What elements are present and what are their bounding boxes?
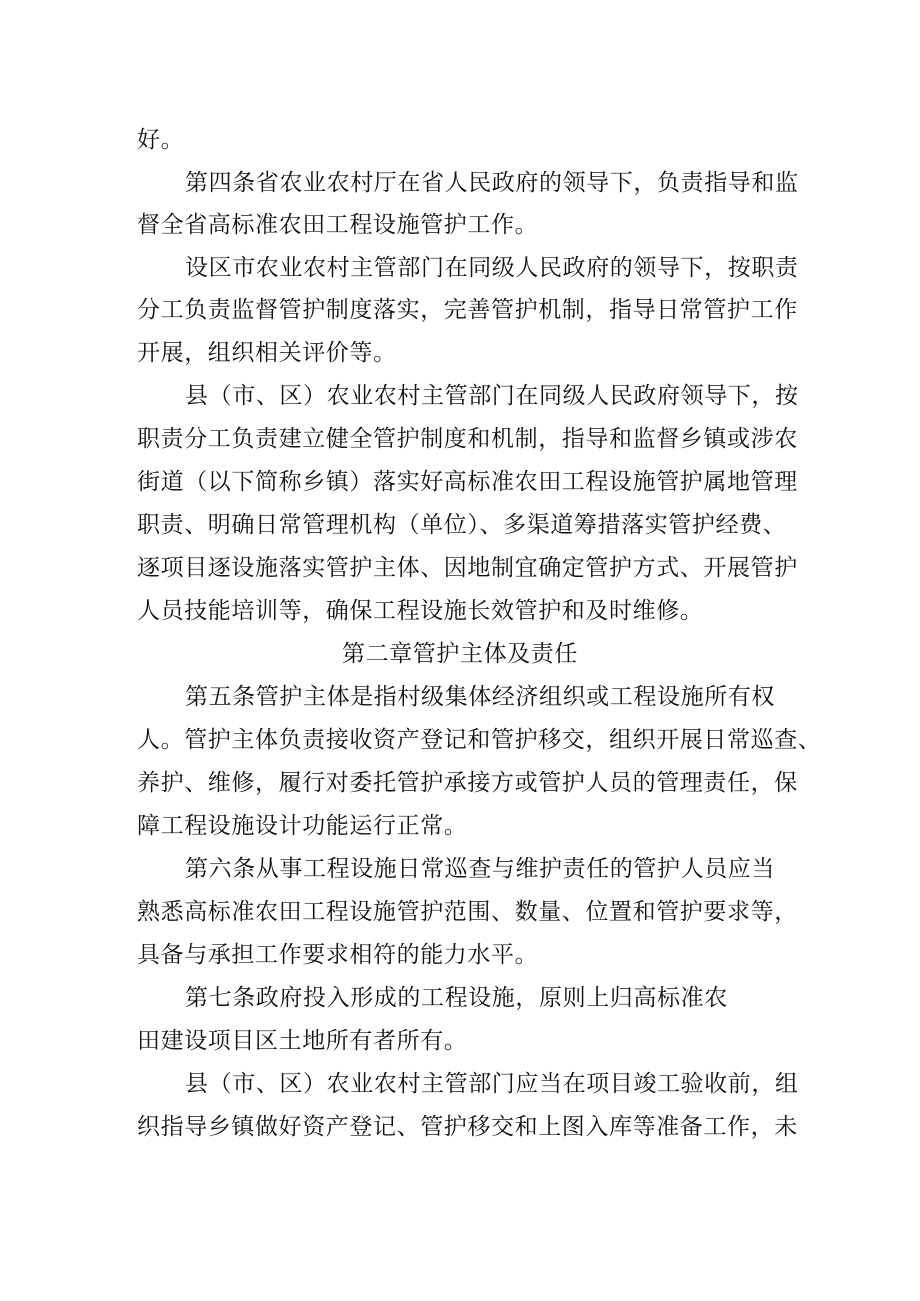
- paragraph-start-line: 县（市、区）农业农村主管部门应当在项目竣工验收前，组: [185, 1071, 799, 1097]
- text-line: 督全省高标准农田工程设施管护工作。: [137, 212, 539, 238]
- text-line: 街道（以下简称乡镇）落实好高标准农田工程设施管护属地管理: [137, 469, 798, 495]
- text-line: 田建设项目区土地所有者所有。: [137, 1028, 468, 1054]
- text-line: 职责分工负责建立健全管护制度和机制，指导和监督乡镇或涉农: [137, 426, 798, 452]
- text-line: 养护、维修，履行对委托管护承接方或管护人员的管理责任，保: [137, 770, 798, 796]
- text-line: 职责、明确日常管理机构（单位）、多渠道筹措落实管护经费、: [137, 512, 787, 538]
- text-line: 人。管护主体负责接收资产登记和管护移交，组织开展日常巡查、: [137, 727, 822, 753]
- chapter-heading: 第二章管护主体及责任: [342, 641, 578, 667]
- article-6-heading-line: 第六条从事工程设施日常巡查与维护责任的管护人员应当: [185, 856, 775, 882]
- text-line: 人员技能培训等，确保工程设施长效管护和及时维修。: [137, 598, 704, 624]
- paragraph-start-line: 县（市、区）农业农村主管部门在同级人民政府领导下，按: [185, 383, 799, 409]
- text-line: 逐项目逐设施落实管护主体、因地制宜确定管护方式、开展管护: [137, 555, 798, 581]
- paragraph-start-line: 设区市农业农村主管部门在同级人民政府的领导下，按职责: [185, 255, 799, 281]
- article-5-heading-line: 第五条管护主体是指村级集体经济组织或工程设施所有权: [185, 684, 775, 710]
- text-line: 好。: [137, 127, 185, 153]
- text-line: 织指导乡镇做好资产登记、管护移交和上图入库等准备工作，未: [137, 1114, 798, 1140]
- text-line: 障工程设施设计功能运行正常。: [137, 813, 468, 839]
- article-4-heading-line: 第四条省农业农村厅在省人民政府的领导下，负责指导和监: [185, 170, 799, 196]
- text-line: 开展，组织相关评价等。: [137, 340, 397, 366]
- text-line: 具备与承担工作要求相符的能力水平。: [137, 942, 539, 968]
- text-line: 分工负责监督管护制度落实，完善管护机制，指导日常管护工作: [137, 297, 798, 323]
- text-line: 熟悉高标准农田工程设施管护范围、数量、位置和管护要求等，: [137, 899, 798, 925]
- article-7-heading-line: 第七条政府投入形成的工程设施，原则上归高标准农: [185, 985, 728, 1011]
